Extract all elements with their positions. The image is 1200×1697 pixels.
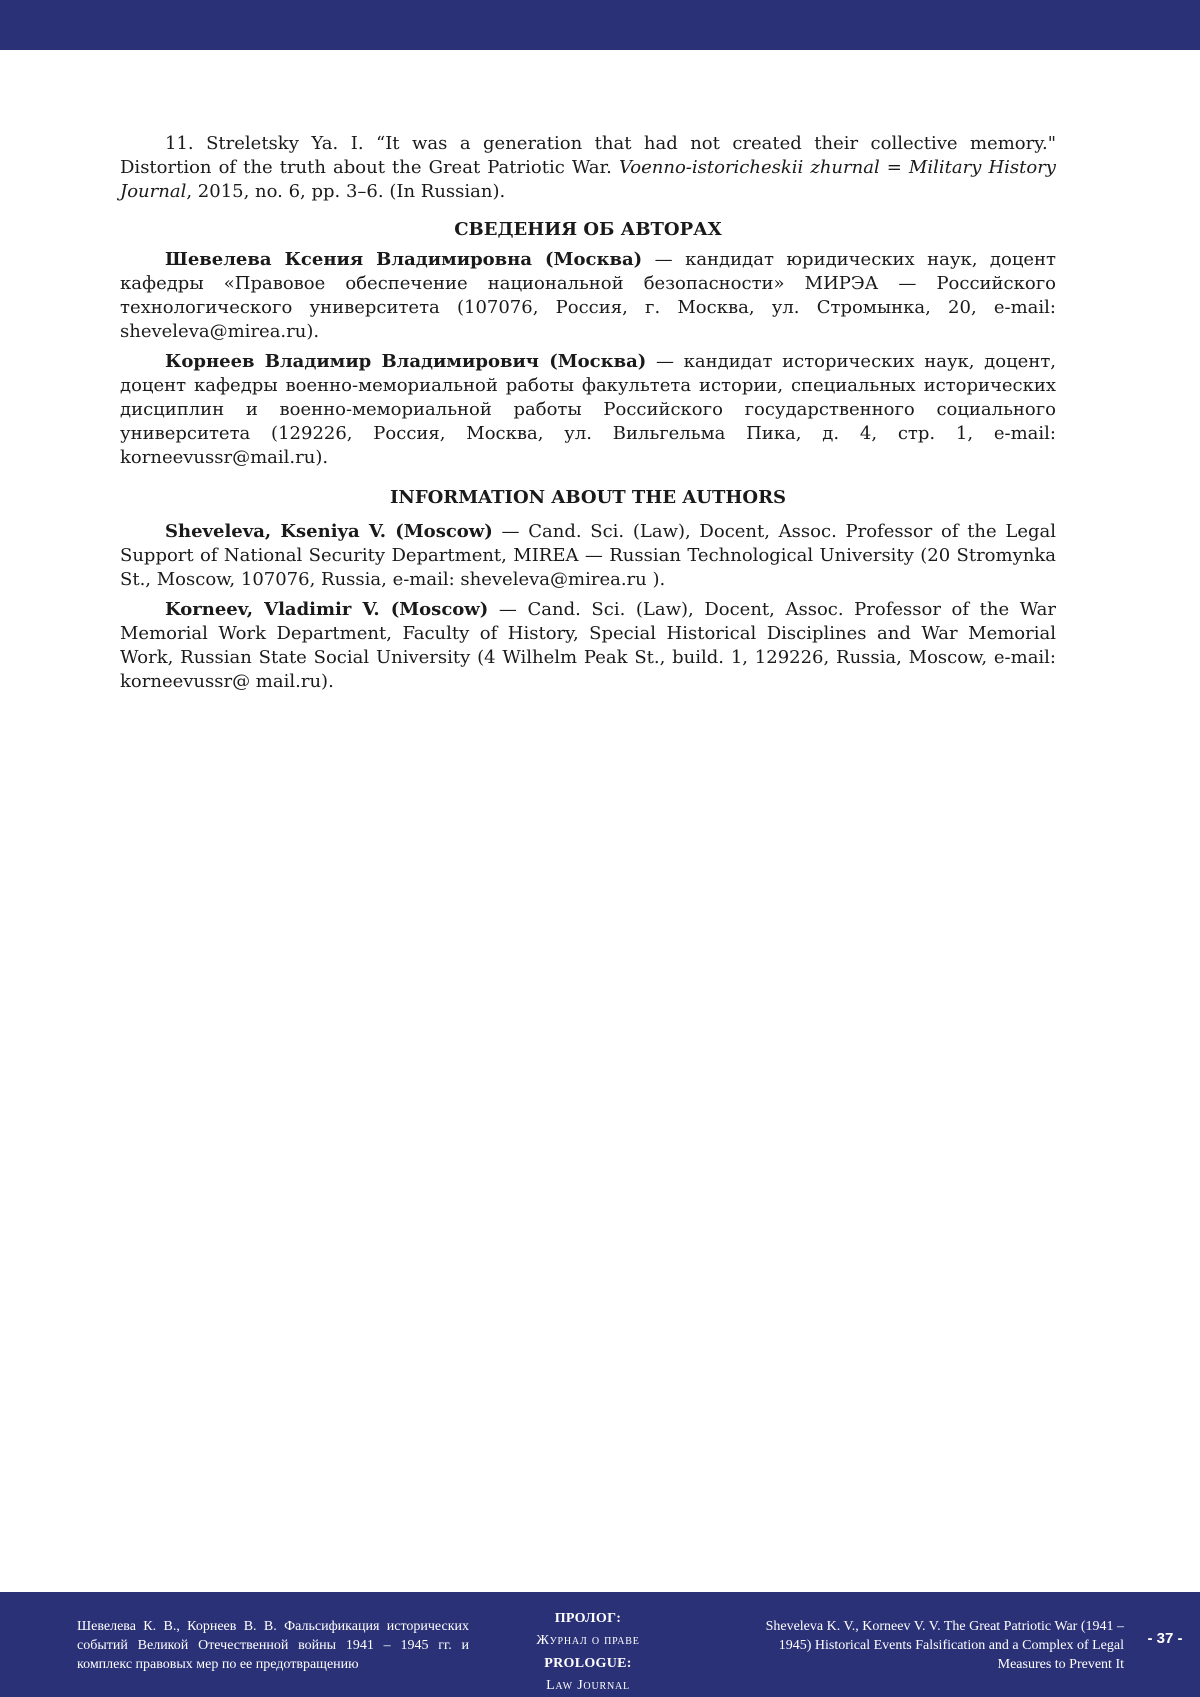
footer-citation-en: Sheveleva K. V., Korneev V. V. The Great Patriotic War (1941 – 1945) Historical Events Falsification and a Complex of Legal Measures to Prevent It	[765, 1619, 1124, 1672]
journal-title: Voenno-istoricheskii zhurnal = Military History Journal	[120, 157, 1056, 202]
author-name: Шевелева Ксения Владимировна (Москва)	[165, 249, 643, 270]
journal-en-label: PROLOGUE:	[544, 1656, 632, 1671]
journal-en-subtitle: Law Journal	[546, 1678, 630, 1693]
author-ru-entry: Корнеев Владимир Владимирович (Москва) — кандидат исторических наук, доцент, доцент кафедры военно-мемориальной работы факультета истории, специальных исторических дисциплин и военно-мемориальной работы Российского государственного социального университета (129226, Россия, Москва, ул. Вильгельма Пика, д. 4, стр. 1, e-mail: korneevussr@mail.ru).	[120, 351, 1056, 468]
author-name: Sheveleva, Kseniya V. (Moscow)	[165, 521, 493, 542]
journal-ru-subtitle: Журнал о праве	[536, 1633, 640, 1648]
authors-en-heading: INFORMATION ABOUT THE AUTHORS	[389, 487, 787, 508]
journal-ru-label: ПРОЛОГ:	[554, 1611, 622, 1626]
footer-journal-name	[508, 1607, 668, 1697]
author-ru-entry: Шевелева Ксения Владимировна (Москва) — кандидат юридических наук, доцент кафедры «Правовое обеспечение национальной безопасности» МИРЭА — Российского технологического университета (107076, Россия, г. Москва, ул. Стромынка, 20, e-mail: sheveleva@mirea.ru).	[120, 249, 1057, 342]
reference-item: 11. Streletsky Ya. I. “It was a generation that had not created their collective memory." Distortion of the truth about the Great Patriotic War. Voenno-istoricheskii zhurnal = Military History Journal, 2015, no. 6, pp. 3–6. (In Russian).	[120, 133, 1056, 202]
article-content	[120, 132, 1056, 694]
top-header-band	[0, 0, 1200, 50]
page-number: - 37 -	[1147, 1630, 1183, 1647]
footer-citation-ru: Шевелева К. В., Корнеев В. В. Фальсификация исторических событий Великой Отечественной войны 1941 – 1945 гг. и комплекс правовых мер по ее предотвращению	[77, 1619, 469, 1672]
page-footer	[0, 1592, 1200, 1697]
author-name: Корнеев Владимир Владимирович (Москва)	[165, 351, 647, 372]
author-en-entry: Sheveleva, Kseniya V. (Moscow) — Cand. Sci. (Law), Docent, Assoc. Professor of the Legal Support of National Security Department, MIREA — Russian Technological University (20 Stromynka St., Moscow, 107076, Russia, e-mail: sheveleva@mirea.ru ).	[120, 521, 1056, 590]
authors-ru-heading: СВЕДЕНИЯ ОБ АВТОРАХ	[454, 219, 722, 240]
author-en-entry: Korneev, Vladimir V. (Moscow) — Cand. Sci. (Law), Docent, Assoc. Professor of the War Memorial Work Department, Faculty of History, Special Historical Disciplines and War Memorial Work, Russian State Social University (4 Wilhelm Peak St., build. 1, 129226, Russia, Moscow, e-mail: korneevussr@ mail.ru).	[120, 599, 1056, 692]
author-name: Korneev, Vladimir V. (Moscow)	[165, 599, 489, 620]
